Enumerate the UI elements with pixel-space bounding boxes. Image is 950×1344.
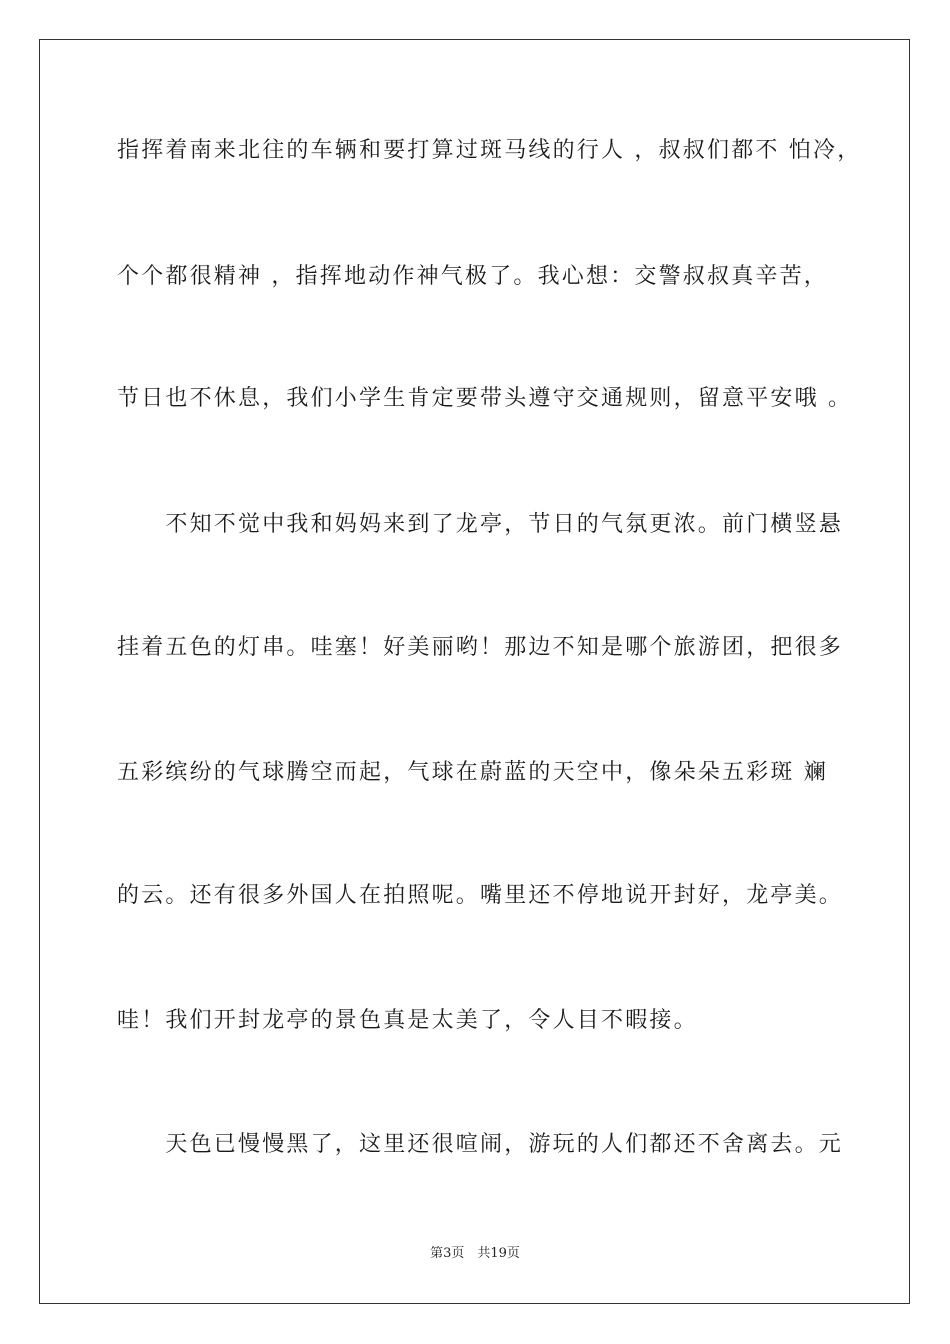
page-number-footer: 第3页 共19页 (430, 1246, 520, 1261)
body-text-line: 个个都很精神 ，指挥地动作神气极了。我心想：交警叔叔真辛苦， (117, 264, 828, 289)
body-text-line: 哇！我们开封龙亭的景色真是太美了，令人目不暇接。 (117, 1008, 698, 1033)
body-text-line: 指挥着南来北往的车辆和要打算过斑马线的行人 ，叔叔们都不 怕冷， (117, 138, 862, 163)
body-text-line: 不知不觉中我和妈妈来到了龙亭，节日的气氛更浓。前门横竖悬 (117, 512, 844, 537)
body-text-line: 五彩缤纷的气球腾空而起，气球在蔚蓝的天空中，像朵朵五彩斑 斓 (117, 760, 828, 785)
body-text-line: 挂着五色的灯串。哇塞！好美丽哟！那边不知是哪个旅游团，把很多 (117, 635, 844, 660)
body-text-line: 的云。还有很多外国人在拍照呢。嘴里还不停地说开封好，龙亭美。 (117, 883, 844, 908)
page-border (39, 39, 910, 1304)
body-text-line: 节日也不休息，我们小学生肯定要带头遵守交通规则，留意平安哦 。 (117, 386, 853, 411)
body-text-line: 天色已慢慢黑了，这里还很喧闹，游玩的人们都还不舍离去。元 (117, 1132, 844, 1157)
